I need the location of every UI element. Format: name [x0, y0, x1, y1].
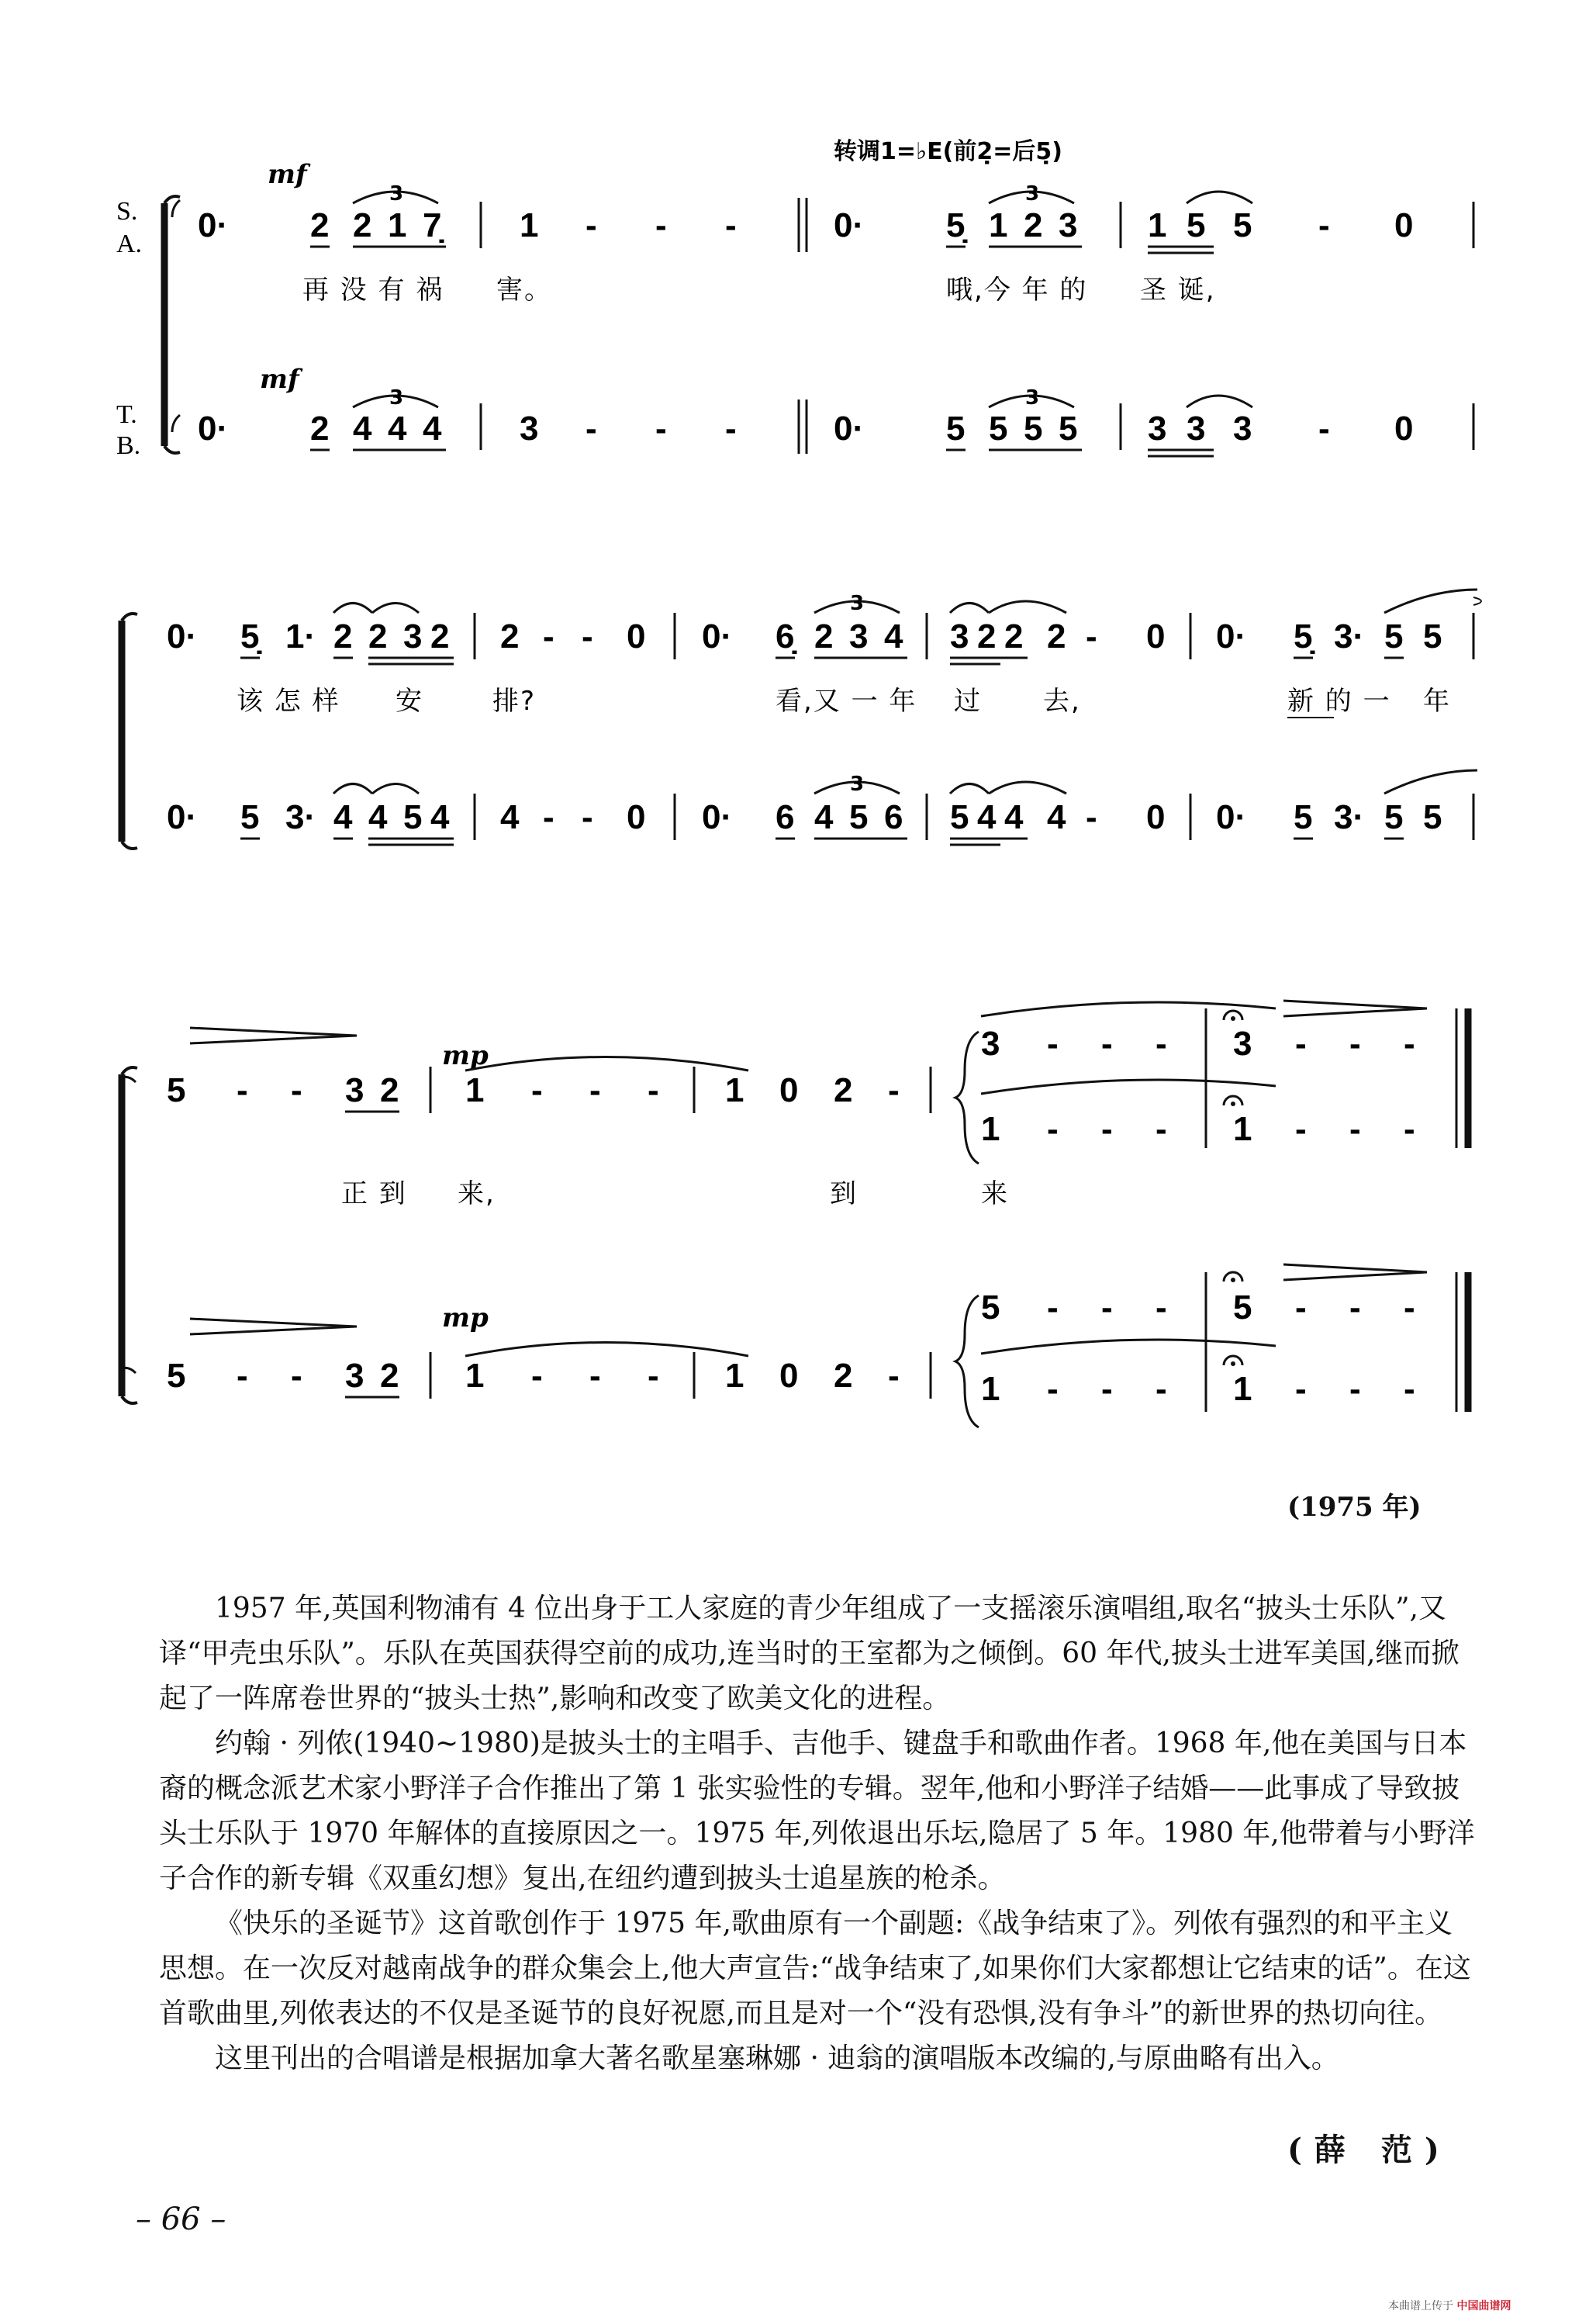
svg-text:3: 3	[403, 617, 423, 655]
svg-text:-: -	[237, 1071, 248, 1109]
upper-staff-notes	[167, 617, 1442, 655]
svg-text:-: -	[1156, 1370, 1167, 1408]
svg-text:5: 5	[167, 1357, 186, 1395]
lyric: 去,	[1043, 686, 1081, 717]
svg-text:5: 5	[946, 410, 966, 448]
svg-text:0·: 0·	[167, 798, 198, 836]
svg-text:5: 5	[989, 410, 1008, 448]
svg-text:2: 2	[1004, 617, 1024, 655]
svg-text:-: -	[531, 1357, 543, 1395]
note: -	[655, 206, 667, 244]
article-paragraph: 约翰 · 列侬(1940~1980)是披头士的主唱手、吉他手、键盘手和歌曲作者。1968 年,他在美国与日本裔的概念派艺术家小野洋子合作推出了第 1 张实验性的专辑。翌年,他和小野洋子结婚——此事成了导致披头士乐队于 1970 年解体的直接原因之一。1975 年,列侬退出乐坛,隐居了 5 年。1980 年,他带着与小野洋子合作的新专辑《双重幻想》复出,在纽约遭到披头士追星族的枪杀。	[159, 1728, 1475, 1894]
svg-text:1: 1	[465, 1357, 485, 1395]
tie-slur	[333, 770, 1477, 794]
svg-text:-: -	[582, 798, 593, 836]
svg-text:6: 6	[776, 798, 795, 836]
tie-slur	[465, 1057, 748, 1071]
svg-text:3: 3	[1233, 410, 1252, 448]
svg-text:4: 4	[430, 798, 450, 836]
lyric: 正 到	[341, 1178, 407, 1209]
note: 3	[1059, 206, 1078, 244]
svg-text:5: 5	[950, 798, 969, 836]
decrescendo-hairpin	[190, 1319, 357, 1334]
svg-text:4: 4	[814, 798, 834, 836]
svg-text:2: 2	[380, 1357, 399, 1395]
svg-text:0·: 0·	[198, 410, 229, 448]
lyric: 过	[954, 686, 982, 717]
svg-text:-: -	[1101, 1110, 1113, 1148]
lower-chord-top	[981, 1288, 1415, 1326]
svg-text:3: 3	[345, 1357, 364, 1395]
tie-slur	[333, 590, 1477, 613]
system-2	[122, 590, 1481, 849]
note: 1	[388, 206, 407, 244]
watermark-brand: 中国曲谱网	[1456, 2300, 1511, 2312]
svg-text:-: -	[1295, 1288, 1307, 1326]
svg-text:5: 5	[1059, 410, 1078, 448]
svg-text:2: 2	[333, 617, 353, 655]
svg-text:-: -	[648, 1357, 659, 1395]
svg-text:4: 4	[388, 410, 407, 448]
svg-text:3: 3	[345, 1071, 364, 1109]
fermata-dot	[1231, 1102, 1235, 1106]
svg-text:-: -	[1404, 1288, 1415, 1326]
svg-text:3·: 3·	[285, 798, 316, 836]
note: 0·	[834, 206, 865, 244]
svg-text:2: 2	[380, 1071, 399, 1109]
lyric: 来	[981, 1178, 1009, 1209]
note: 1	[989, 206, 1008, 244]
svg-text:0: 0	[1146, 617, 1166, 655]
svg-text:-: -	[1349, 1288, 1361, 1326]
note: -	[1318, 206, 1330, 244]
svg-text:-: -	[1318, 410, 1330, 448]
svg-text:-: -	[589, 1357, 601, 1395]
dynamic-mf-lower: mf	[260, 364, 299, 395]
svg-text:1: 1	[1233, 1110, 1252, 1148]
svg-text:1·: 1·	[285, 617, 316, 655]
svg-text:1: 1	[1233, 1370, 1252, 1408]
svg-text:1: 1	[725, 1071, 744, 1109]
svg-text:0: 0	[1394, 410, 1414, 448]
svg-text:0: 0	[779, 1357, 799, 1395]
barlines	[430, 1352, 931, 1399]
svg-text:0: 0	[779, 1071, 799, 1109]
key-change: 转调1=♭E(前2̣=后5̣)	[834, 138, 1062, 165]
upper-staff-notes	[167, 1071, 900, 1109]
svg-text:-: -	[1295, 1370, 1307, 1408]
voice-label-sa-2: A.	[116, 230, 143, 258]
svg-text:1: 1	[465, 1071, 485, 1109]
note: 2	[1024, 206, 1043, 244]
article-body	[159, 1586, 1477, 2081]
svg-text:-: -	[1349, 1025, 1361, 1063]
tie-slur	[1187, 396, 1252, 407]
svg-text:0·: 0·	[1216, 617, 1247, 655]
svg-text:0·: 0·	[1216, 798, 1247, 836]
fermata-dot	[1231, 1278, 1235, 1282]
note: -	[586, 206, 597, 244]
lyric: 圣 诞,	[1140, 275, 1216, 306]
svg-text:-: -	[1295, 1025, 1307, 1063]
svg-text:-: -	[1047, 1370, 1059, 1408]
svg-text:2: 2	[368, 617, 388, 655]
lyric: 排?	[492, 686, 537, 717]
lower-staff-notes	[167, 1357, 900, 1395]
svg-text:-: -	[1086, 798, 1097, 836]
svg-text:-: -	[1156, 1288, 1167, 1326]
system-1	[116, 138, 1473, 460]
svg-text:3: 3	[849, 617, 869, 655]
svg-text:-: -	[291, 1071, 302, 1109]
svg-text:4: 4	[1004, 798, 1024, 836]
svg-text:3: 3	[981, 1025, 1000, 1063]
note: 0	[1394, 206, 1414, 244]
svg-text:-: -	[586, 410, 597, 448]
voice-label-sa-1: S.	[116, 197, 138, 226]
svg-text:-: -	[725, 410, 737, 448]
svg-text:3·: 3·	[1334, 798, 1365, 836]
barlines	[430, 1067, 931, 1113]
svg-text:-: -	[888, 1071, 900, 1109]
svg-text:2: 2	[977, 617, 997, 655]
svg-text:1: 1	[981, 1370, 1000, 1408]
triplet-number: 3	[850, 592, 865, 615]
page-number: – 66 –	[136, 2202, 226, 2237]
svg-text:-: -	[1404, 1370, 1415, 1408]
system-3	[120, 1001, 1468, 1427]
fermata-dot	[1231, 1361, 1235, 1366]
svg-text:6: 6	[884, 798, 903, 836]
chord-brace	[955, 1295, 979, 1427]
svg-text:5: 5	[1294, 798, 1313, 836]
triplet-number: 3	[389, 182, 404, 206]
svg-text:2: 2	[500, 617, 520, 655]
svg-text:3: 3	[1233, 1025, 1252, 1063]
note: 5	[1233, 206, 1252, 244]
svg-text:-: -	[1047, 1288, 1059, 1326]
svg-text:-: -	[237, 1357, 248, 1395]
watermark	[1388, 2298, 1511, 2313]
svg-text:5: 5	[1423, 617, 1442, 655]
svg-text:5: 5	[1024, 410, 1043, 448]
staff-brace	[172, 200, 180, 432]
lyric: 安	[396, 686, 423, 717]
svg-text:-: -	[1349, 1370, 1361, 1408]
svg-text:-: -	[648, 1071, 659, 1109]
svg-text:5: 5	[403, 798, 423, 836]
upper-chord-bottom	[981, 1110, 1415, 1148]
svg-text:5: 5	[1423, 798, 1442, 836]
svg-text:5: 5	[981, 1288, 1000, 1326]
lyric: 再 没 有 祸	[302, 275, 444, 306]
dynamic-mp-lower: mp	[442, 1302, 489, 1333]
chord-brace	[955, 1032, 979, 1164]
svg-text:-: -	[888, 1357, 900, 1395]
svg-text:2: 2	[814, 617, 834, 655]
svg-text:4: 4	[333, 798, 353, 836]
triplet-number: 3	[850, 773, 865, 796]
lyric: 年	[1423, 686, 1451, 717]
svg-text:0: 0	[1146, 798, 1166, 836]
svg-text:0·: 0·	[702, 617, 733, 655]
svg-text:4: 4	[353, 410, 372, 448]
lyric: 到	[830, 1178, 858, 1209]
svg-text:0: 0	[627, 617, 646, 655]
note: 1	[1148, 206, 1167, 244]
lower-staff-notes	[167, 798, 1442, 836]
svg-text:-: -	[1404, 1110, 1415, 1148]
svg-text:-: -	[543, 798, 554, 836]
svg-text:-: -	[589, 1071, 601, 1109]
tie-slur	[981, 1002, 1276, 1094]
svg-text:-: -	[1101, 1370, 1113, 1408]
svg-text:4: 4	[1047, 798, 1066, 836]
barlines	[475, 613, 1473, 659]
lyric: 来,	[458, 1178, 496, 1209]
svg-text:-: -	[1404, 1025, 1415, 1063]
decrescendo-hairpin	[1283, 1264, 1427, 1280]
author-credit: (薛 范)	[1287, 2132, 1452, 2168]
svg-text:2: 2	[834, 1071, 853, 1109]
fermata-dot	[1231, 1016, 1235, 1021]
lyric: 该 怎 样	[237, 686, 340, 717]
triplet-number: 3	[389, 386, 404, 410]
barlines	[475, 794, 1473, 840]
note: 5̣	[946, 206, 966, 244]
svg-text:3: 3	[520, 410, 539, 448]
tie-slur	[1187, 192, 1252, 203]
svg-text:-: -	[543, 617, 554, 655]
voice-label-tb-1: T.	[116, 400, 137, 429]
watermark-text: 本曲谱上传于	[1388, 2300, 1453, 2312]
svg-text:6̣: 6̣	[776, 617, 795, 655]
dynamic-mf-upper: mf	[268, 159, 307, 190]
svg-text:2: 2	[310, 410, 330, 448]
svg-text:3: 3	[950, 617, 969, 655]
svg-text:4: 4	[368, 798, 388, 836]
svg-text:5: 5	[167, 1071, 186, 1109]
svg-text:5: 5	[1384, 798, 1404, 836]
svg-text:0: 0	[627, 798, 646, 836]
note: 2	[353, 206, 372, 244]
beam-underlines	[240, 839, 1404, 845]
svg-text:5̣: 5̣	[240, 617, 260, 655]
svg-text:5: 5	[1233, 1288, 1252, 1326]
svg-text:4: 4	[500, 798, 520, 836]
svg-text:-: -	[1295, 1110, 1307, 1148]
svg-text:5: 5	[849, 798, 869, 836]
svg-text:2: 2	[430, 617, 450, 655]
note: 7̣	[423, 206, 442, 244]
svg-text:4: 4	[977, 798, 997, 836]
svg-text:1: 1	[725, 1357, 744, 1395]
svg-text:-: -	[531, 1071, 543, 1109]
lyric: 害。	[496, 275, 552, 306]
note: 2	[310, 206, 330, 244]
note: 0·	[198, 206, 229, 244]
tie-slur	[465, 1343, 748, 1357]
svg-text:5̣: 5̣	[1294, 617, 1313, 655]
note: -	[725, 206, 737, 244]
article-paragraph: 这里刊出的合唱谱是根据加拿大著名歌星塞琳娜 · 迪翁的演唱版本改编的,与原曲略有出入。	[215, 2042, 1339, 2074]
composition-year: (1975 年)	[1287, 1492, 1422, 1523]
svg-text:5: 5	[240, 798, 260, 836]
tie-slur	[981, 1340, 1276, 1354]
svg-text:-: -	[1349, 1110, 1361, 1148]
svg-text:3·: 3·	[1334, 617, 1365, 655]
triplet-number: 3	[1025, 182, 1040, 206]
svg-text:-: -	[582, 617, 593, 655]
lower-chord-bottom	[981, 1370, 1415, 1408]
svg-text:-: -	[1156, 1110, 1167, 1148]
voice-label-tb-2: B.	[116, 431, 141, 460]
svg-text:-: -	[1047, 1110, 1059, 1148]
decrescendo-hairpin	[190, 1028, 357, 1043]
svg-text:4: 4	[423, 410, 442, 448]
dynamic-mp-upper: mp	[442, 1040, 489, 1071]
note: 5	[1187, 206, 1206, 244]
lyric: 看,又 一 年	[776, 686, 917, 717]
svg-text:-: -	[1086, 617, 1097, 655]
lyric: 哦,今 年 的	[946, 275, 1088, 306]
svg-text:-: -	[1156, 1025, 1167, 1063]
svg-text:0·: 0·	[702, 798, 733, 836]
svg-text:0·: 0·	[167, 617, 198, 655]
decrescendo-hairpin	[1283, 1001, 1427, 1016]
svg-text:-: -	[291, 1357, 302, 1395]
article-paragraph: 1957 年,英国利物浦有 4 位出身于工人家庭的青少年组成了一支摇滚乐演唱组,取名“披头士乐队”,又译“甲壳虫乐队”。乐队在英国获得空前的成功,连当时的王室都为之倾倒。60 年代,披头士进军美国,继而掀起了一阵席卷世界的“披头士热”,影响和改变了欧美文化的进程。	[159, 1593, 1460, 1714]
beam-underlines	[240, 658, 1404, 664]
svg-text:0·: 0·	[834, 410, 865, 448]
svg-text:4: 4	[884, 617, 903, 655]
article-paragraph: 《快乐的圣诞节》这首歌创作于 1975 年,歌曲原有一个副题:《战争结束了》。列侬有强烈的和平主义思想。在一次反对越南战争的群众集会上,他大声宣告:“战争结束了,如果你们大家都想让它结束的话”。在这首歌曲里,列侬表达的不仅是圣诞节的良好祝愿,而且是对一个“没有恐惧,没有争斗”的新世界的热切向往。	[159, 1908, 1471, 2029]
svg-text:1: 1	[981, 1110, 1000, 1148]
svg-text:2: 2	[1047, 617, 1066, 655]
svg-text:3: 3	[1187, 410, 1206, 448]
slur-continuation	[1473, 597, 1481, 605]
triplet-number: 3	[1025, 386, 1040, 410]
svg-text:5: 5	[1384, 617, 1404, 655]
beam-underlines	[310, 450, 1214, 456]
lyric: 新 的 一	[1287, 686, 1391, 717]
note: 1	[520, 206, 539, 244]
svg-text:-: -	[1047, 1025, 1059, 1063]
svg-text:2: 2	[834, 1357, 853, 1395]
svg-text:-: -	[1101, 1288, 1113, 1326]
svg-text:-: -	[655, 410, 667, 448]
svg-text:3: 3	[1148, 410, 1167, 448]
svg-text:-: -	[1101, 1025, 1113, 1063]
upper-chord-top	[981, 1025, 1415, 1063]
